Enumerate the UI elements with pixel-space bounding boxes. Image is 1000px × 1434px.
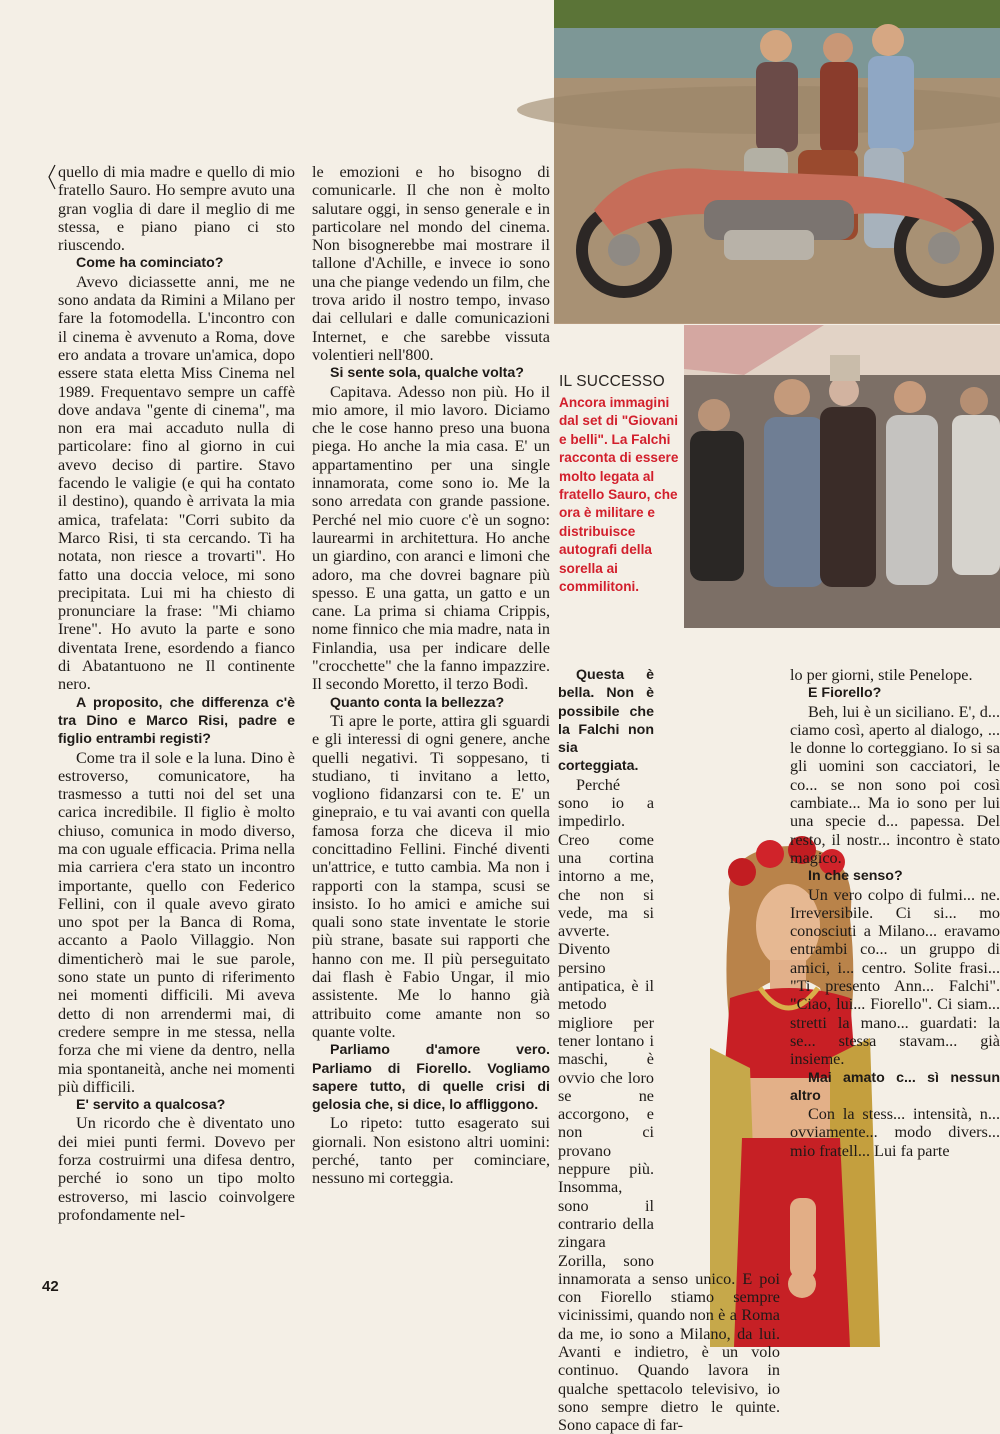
interview-question: Mai amato c... sì nessun altro [790, 1069, 1000, 1104]
photo-film-set-illustration [684, 325, 1000, 628]
interview-question: E' servito a qualcosa? [76, 1097, 226, 1114]
body-paragraph: Un ricordo che è diventato uno dei miei punti fermi. Dovevo per forza costruirmi una difesa dentro, perché io sono un tipo molto estroverso, mi lascio coinvolgere profondamente nel- [58, 1114, 295, 1224]
body-paragraph: Con la stess... intensità, n... ovviamente... modo divers... mio fratell... Lui fa parte [790, 1105, 1000, 1160]
interview-question: Parliamo d'amore vero. Parliamo di Fiorello. Vogliamo sapere tutto, di quelle crisi di gelosia che, si dice, lo affliggono. [312, 1042, 550, 1114]
interview-question: Si sente sola, qualche volta? [330, 365, 524, 382]
interview-question: Questa è bella. Non è possibile che la Falchi non sia corteggiata. [558, 667, 654, 775]
photo-motorcycle [554, 0, 1000, 324]
text-column-4 [790, 666, 1000, 1326]
caption-body: Ancora immagini dal set di "Giovani e belli". La Falchi racconta di essere molto legata al fratello Sauro, che ora è militare e distribuisce autografi della sorella ai commilitoni. [559, 395, 679, 595]
interview-question: In che senso? [808, 868, 903, 885]
caption-heading: IL SUCCESSO [559, 373, 665, 390]
photo-motorcycle-illustration [554, 0, 1000, 323]
text-column-1 [58, 163, 295, 1258]
body-paragraph: Avevo diciassette anni, me ne sono andata da Rimini a Milano per fare la fotomodella. L'incontro con il cinema è avvenuto a Roma, dove ero andata a trovare un'amica, dopo essere stata eletta Miss Cinema nel 1989. Frequentavo sempre un caffè dove andava "gente di cinema", ma non era mai accaduto nulla di particolare: fino al giorno in cui avevo deciso di partire. Stavo facendo le valigie (e qui ha contato il destino), quando è arrivata la mia amica, trafelata: "Corri subito da Marco Risi, ti sta cercando. Ti ha notata, non riesce a trovarti". Ho fatto una doccia veloce, mi sono precipitata. Lui mi ha chiesto di pronunciare la frase: "Mi chiamo Irene". Ho avuto la parte e sono diventata Irene, esordendo a fianco di Abatantuono ne Il continente nero. [58, 272, 295, 694]
interview-question: Come ha cominciato? [76, 255, 224, 272]
body-paragraph: Beh, lui è un siciliano. E', d... ciamo così, aperto al dialogo, ... le donne lo corteggiano. Io si sa gli uomini son cacciatori, le co... se non sono poi così cambiate... Ma io sono per lui una specie d... papessa. Del resto, il nostr... incontro è stato magico. [790, 702, 1000, 867]
page-number: 42 [42, 1278, 59, 1295]
body-paragraph: Ti apre le porte, attira gli sguardi e gli interessi di ogni genere, anche quelli negativi. Ti soppesano, ti studiano, ti invitano a letto, vogliono fidanzarsi con te. E' un ginepraio, e tu vai avanti con quella famosa forza che diceva il mio concittadino Fellini. Finché diventi un'attrice, e tutto cambia. Ma non i rapporti con la stampa, scusi se insisto. Io ho amici e amiche sui quali sono state inventate le storie più strane, basate sui rapporti che hanno con me. Il più perseguitato dai flash è Fabio Ungar, il mio assistente. Me lo hanno già attribuito come amante non so quante volte. [312, 711, 550, 1041]
text-column-2 [312, 163, 550, 1248]
interview-question: E Fiorello? [808, 685, 882, 702]
body-paragraph: Un vero colpo di fulmi... ne. Irreversibile. Ci si... mo conosciuti a Milano... eravamo entrambi co... un gruppo di amici, i... centro. Solite frasi... "Ti presento Ann... Falchi". "Ciao, lui... Fiorello". Ci siam... stretti la mano... guardati: la se... stessa stavam... già insieme. [790, 885, 1000, 1069]
text-column-3 [558, 666, 780, 1434]
opening-marker-shape [48, 164, 56, 190]
wrap-spacer [654, 846, 780, 1266]
body-paragraph: quello di mia madre e quello di mio fratello Sauro. Ho sempre avuto una gran voglia di dare il meglio di me stessa, e piano piano ci sto riuscendo. [58, 163, 295, 255]
body-paragraph: Perché sono io a impedirlo. Creo come una cortina intorno a me, che non si vede, ma si avverte. Divento persino antipatica, è il metodo migliore per tener lontano i maschi, è ovvio che loro se ne accorgono, e non ci provano neppure più. Insomma, sono il contrario della zingara Zorilla, sono innamorata a senso unico. E poi con Fiorello stiamo sempre vicinissimi, quando non è a Roma da me, io sono a Milano, da lui. Avanti e indietro, è un volo continuo. Quando lavora in qualche spettacolo televisivo, io sono sempre dietro le quinte. Sono capace di far- [558, 775, 780, 1434]
interview-question: Quanto conta la bellezza? [330, 694, 505, 711]
body-paragraph: Capitava. Adesso non più. Ho il mio amore, il mio lavoro. Diciamo che le cose hanno preso una buona piega. Ho anche la mia casa. E' un appartamentino per una single innamorata, come sono io. Me la sono arredata con grande passione. Perché nel mio cuore c'è un sogno: laurearmi in architettura. Ho anche un giardino, con aranci e limoni che adoro, ma che dovrei bagnare più spesso. E una gatta, un gatto e un cane. La prima si chiama Crippis, nome finnico che mia madre, nata in Finlandia, usa per indicare delle "crocchette" che la fanno impazzire. Il secondo Moretto, il terzo Bodì. [312, 382, 550, 694]
body-paragraph: Come tra il sole e la luna. Dino è estroverso, comunicatore, ha trasmesso a tutti noi del set una carica incredibile. Il figlio è molto chiuso, comunica in modo diverso, ma con uguale efficacia. Prima nella mia carriera c'era stato un incontro importante, quello con Federico Fellini, con il quale avevo girato uno spot per la Banca di Roma, accanto a Paolo Villaggio. Non dimenticherò mai le sue parole, sono state un punto di riferimento nei momenti difficili. Mi aveva detto di non arrendermi mai, di credere sempre in me stessa, nella forza che mi viene da dentro, nella mia spontaneità, anche nei momenti più difficili. [58, 748, 295, 1096]
body-paragraph: le emozioni e ho bisogno di comunicarle. Il che non è molto salutare oggi, in senso generale e in particolare nel mondo del cinema. Non bisognerebbe mai mostrare il tallone d'Achille, e invece io sono una che piange vedendo un film, che trova arido il nostro tempo, invaso dai cellulari e dalle comunicazioni Internet, e che sarebbe vissuta volentieri nell'800. [312, 163, 550, 364]
body-paragraph: Lo ripeto: tutto esagerato sui giornali. Non esistono altri uomini: perché, tanto per cominciare, nessuno mi corteggia. [312, 1114, 550, 1188]
opening-marker [48, 164, 56, 190]
photo-film-set [684, 325, 1000, 628]
body-paragraph: lo per giorni, stile Penelope. [790, 666, 973, 684]
interview-question: A proposito, che differenza c'è tra Dino e Marco Risi, padre e figlio entrambi registi? [58, 694, 295, 748]
